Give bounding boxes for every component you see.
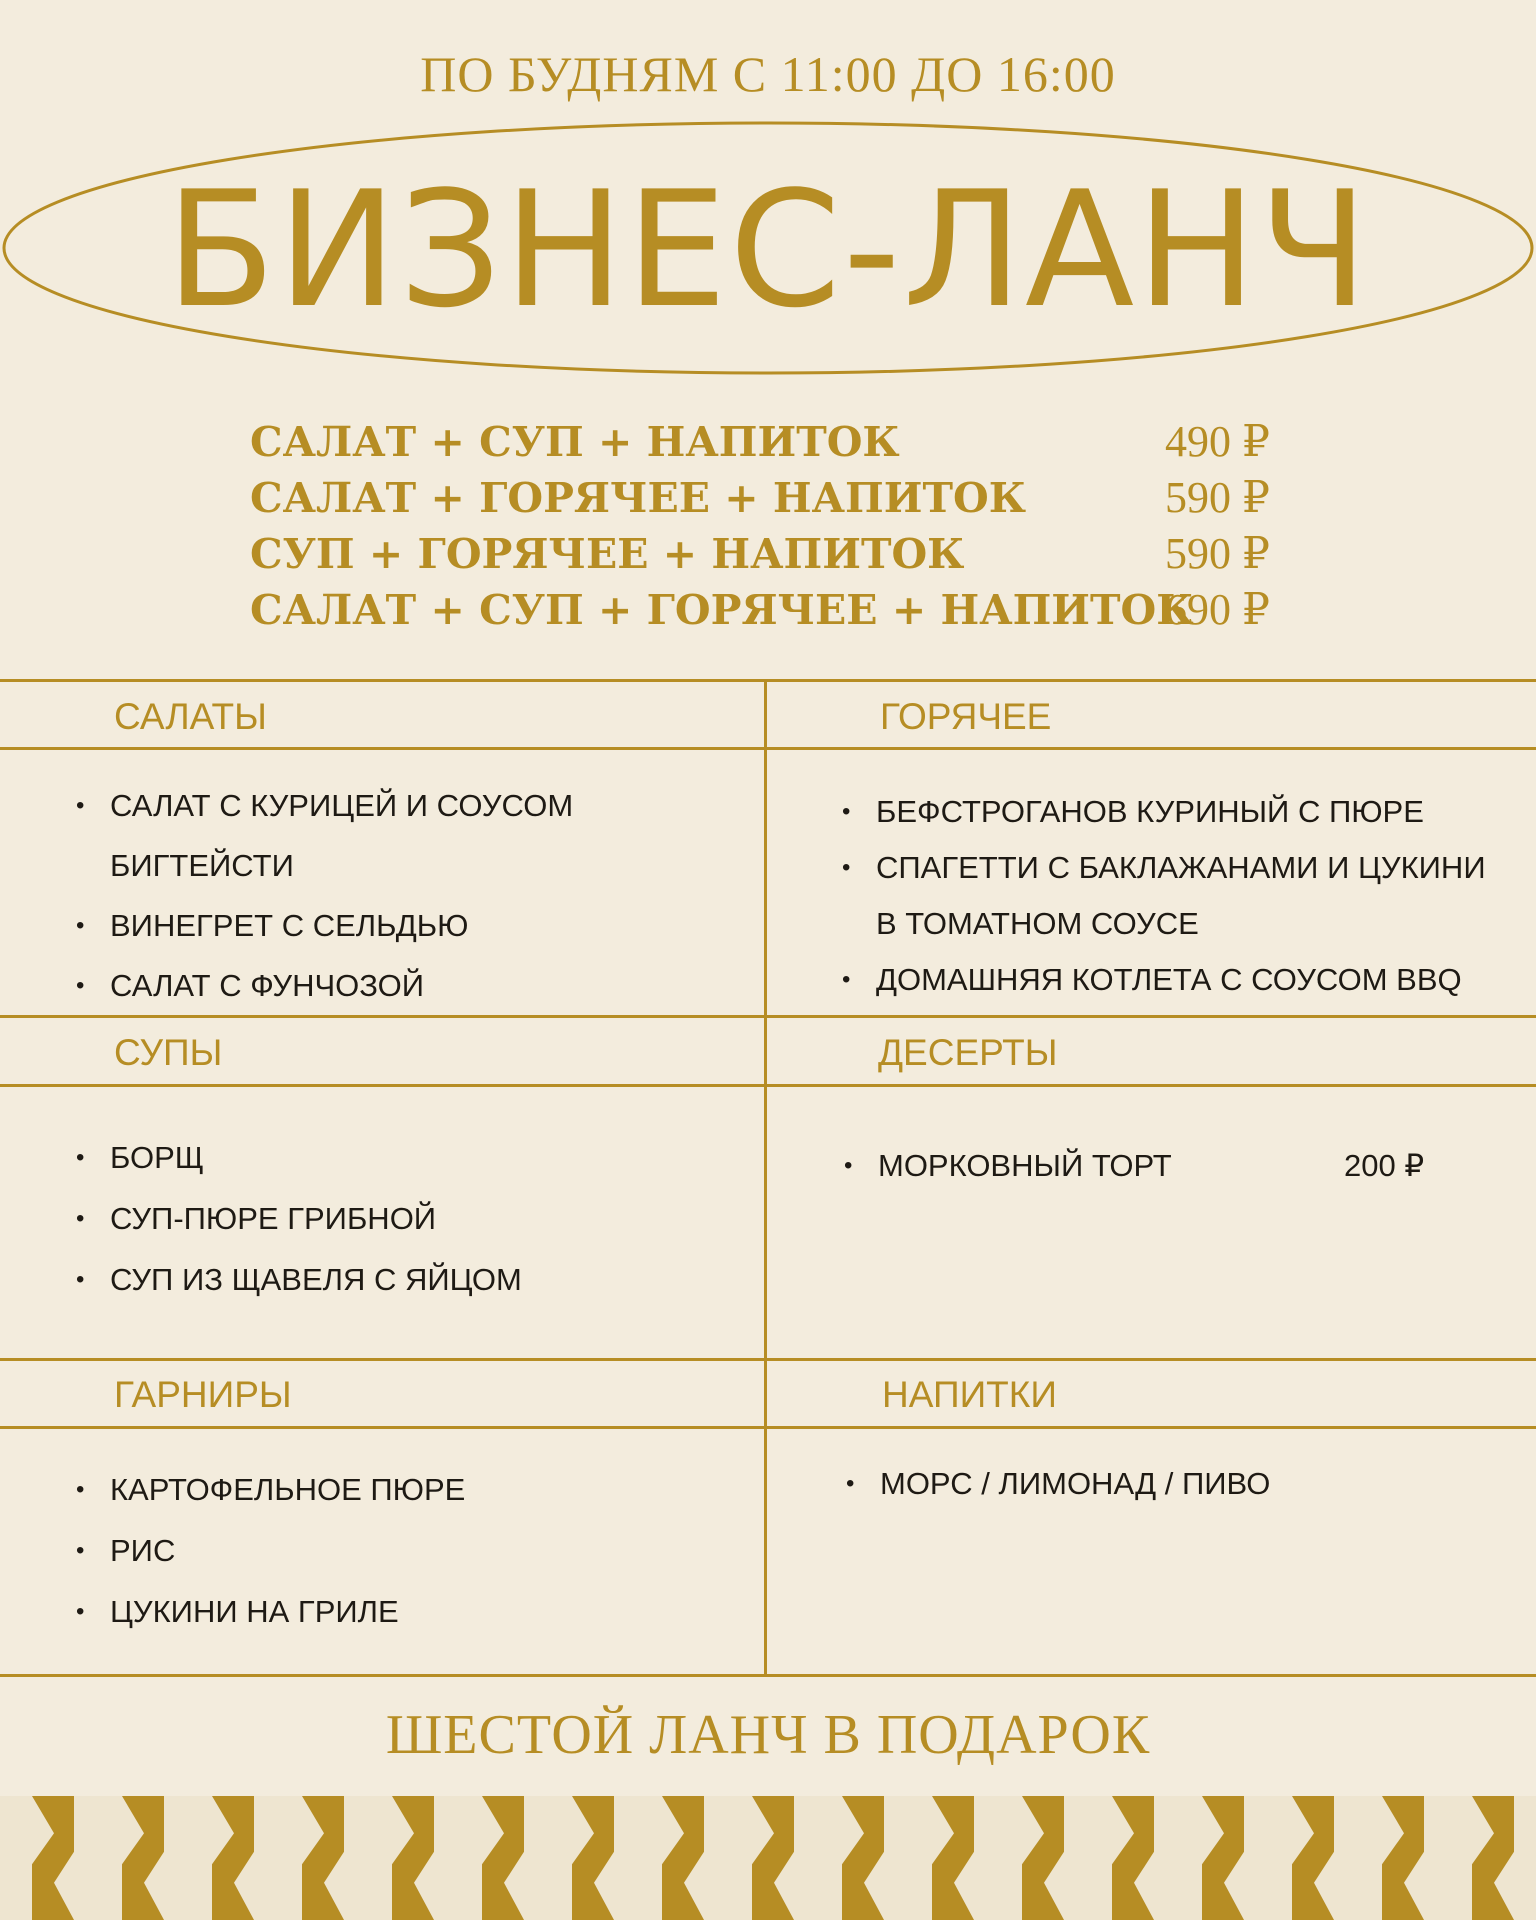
schedule-text: ПО БУДНЯМ С 11:00 ДО 16:00 [420,46,1116,102]
section-title-sides: ГАРНИРЫ [114,1374,292,1415]
combo-label: САЛАТ + СУП + НАПИТОК [250,418,900,466]
divider [0,1084,1536,1087]
divider [0,679,1536,682]
salads-list [76,776,573,1016]
combo-price: 590 ₽ [1165,473,1270,522]
list-item: • РИС [76,1533,176,1568]
dessert-price: 200 ₽ [1344,1148,1425,1183]
list-item: • ЦУКИНИ НА ГРИЛЕ [76,1594,399,1629]
list-item: • МОРКОВНЫЙ ТОРТ 200 ₽ [844,1136,1498,1196]
list-item: • САЛАТ С КУРИЦЕЙ И СОУСОМ БИГТЕЙСТИ [76,788,574,883]
section-title-drinks: НАПИТКИ [882,1374,1057,1415]
decorative-pattern [0,1796,1536,1920]
desserts-list [844,1136,1498,1196]
drinks-list [846,1454,1270,1514]
list-item: • САЛАТ С ФУНЧОЗОЙ [76,968,425,1003]
column-divider [764,681,767,1676]
page-title: БИЗНЕС-ЛАНЧ [165,156,1371,343]
combo-row [250,582,1300,638]
list-item: • ДОМАШНЯЯ КОТЛЕТА С СОУСОМ BBQ [842,962,1462,997]
combo-price: 590 ₽ [1165,529,1270,578]
list-item: • СУП-ПЮРЕ ГРИБНОЙ [76,1201,437,1236]
section-title-salads: САЛАТЫ [114,696,267,737]
list-item: • СПАГЕТТИ С БАКЛАЖАНАМИ И ЦУКИНИ В ТОМАТНОМ СОУСЕ [842,850,1486,941]
hot-list [842,784,1486,1008]
combo-label: САЛАТ + ГОРЯЧЕЕ + НАПИТОК [250,474,1027,522]
section-title-soups: СУПЫ [114,1032,223,1073]
combo-label: СУП + ГОРЯЧЕЕ + НАПИТОК [250,530,965,578]
divider [0,1358,1536,1361]
list-item: • БОРЩ [76,1140,204,1175]
promo-text: ШЕСТОЙ ЛАНЧ В ПОДАРОК [385,1704,1151,1766]
combo-row [250,414,1300,470]
section-title-hot: ГОРЯЧЕЕ [880,696,1052,737]
list-item: • БЕФСТРОГАНОВ КУРИНЫЙ С ПЮРЕ [842,794,1424,829]
soups-list [76,1127,522,1310]
list-item: • ВИНЕГРЕТ С СЕЛЬДЬЮ [76,908,469,943]
divider [0,1674,1536,1677]
combo-row [250,526,1300,582]
divider [0,747,1536,750]
list-item: • КАРТОФЕЛЬНОЕ ПЮРЕ [76,1472,466,1507]
combo-price: 690 ₽ [1165,585,1270,634]
combo-row [250,470,1300,526]
divider [0,1426,1536,1429]
list-item: • МОРС / ЛИМОНАД / ПИВО [846,1466,1271,1501]
combo-price: 490 ₽ [1165,417,1270,466]
list-item: • СУП ИЗ ЩАВЕЛЯ С ЯЙЦОМ [76,1262,522,1297]
sides-list [76,1459,465,1642]
combo-label: САЛАТ + СУП + ГОРЯЧЕЕ + НАПИТОК [250,586,1194,634]
section-title-desserts: ДЕСЕРТЫ [878,1032,1058,1073]
